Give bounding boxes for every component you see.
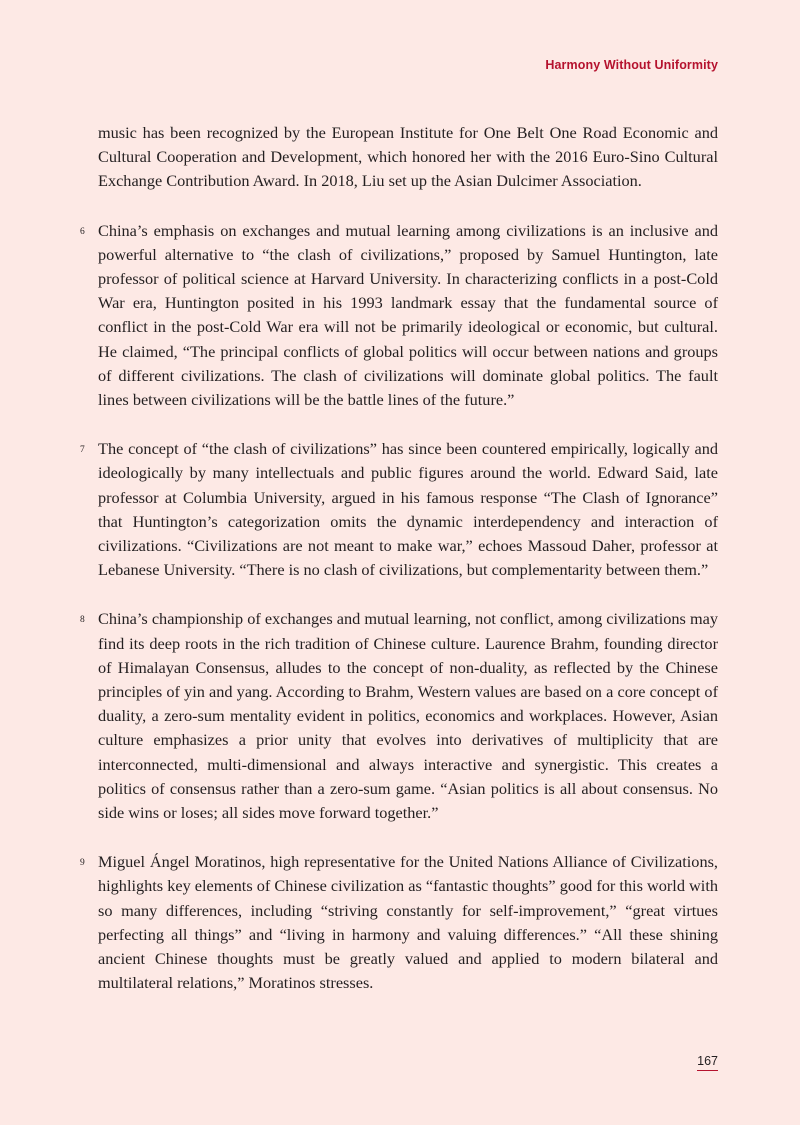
paragraph-number: 7 (80, 445, 85, 456)
body-text (80, 121, 718, 1021)
paragraph-text: music has been recognized by the European Institute for One Belt One Road Economic and Cultural Cooperation and Development, which honored her with the 2016 Euro-Sino Cultural Exchange Contribution Award. In 2018, Liu set up the Asian Dulcimer Association. (98, 123, 718, 191)
paragraph-number: 9 (80, 858, 85, 869)
paragraph-text: China’s emphasis on exchanges and mutual learning among civilizations is an inclusive and powerful alternative to “the clash of civilizations,” proposed by Samuel Huntington, late professor of political science at Harvard University. In characterizing conflicts in a post-Cold War era, Huntington posited in his 1993 landmark essay that the fundamental source of conflict in the post-Cold War era will not be primarily ideological or economic, but cultural. He claimed, “The principal conflicts of global politics will occur between nations and groups of different civilizations. The clash of civilizations will dominate global politics. The fault lines between civilizations will be the battle lines of the future.” (98, 220, 718, 410)
paragraph-6 (80, 219, 718, 413)
page-number: 167 (697, 1054, 718, 1071)
paragraph-9 (80, 850, 718, 995)
paragraph-number: 6 (80, 226, 85, 237)
paragraph-text: The concept of “the clash of civilizations” has since been countered empirically, logically and ideologically by many intellectuals and public figures around the world. Edward Said, late professor at Columbia University, argued in his famous response “The Clash of Ignorance” that Huntington’s categorization omits the dynamic interdependency and interaction of civilizations. “Civilizations are not meant to make war,” echoes Massoud Daher, professor at Lebanese University. “There is no clash of civilizations, but complementarity between them.” (98, 439, 718, 580)
paragraph-7 (80, 437, 718, 582)
paragraph-text: Miguel Ángel Moratinos, high representative for the United Nations Alliance of Civilizations, highlights key elements of Chinese civilization as “fantastic thoughts” good for this world with so many differences, including “striving constantly for self-improvement,” “great virtues perfecting all things” and “living in harmony and valuing differences.” “All these shining ancient Chinese thoughts must be greatly valued and applied to modern bilateral and multilateral relations,” Moratinos stresses. (98, 852, 718, 993)
paragraph-text: China’s championship of exchanges and mutual learning, not conflict, among civilizations may find its deep roots in the rich tradition of Chinese culture. Laurence Brahm, founding director of Himalayan Consensus, alludes to the concept of non-duality, as reflected by the Chinese principles of yin and yang. According to Brahm, Western values are based on a core concept of duality, a zero-sum mentality evident in politics, economics and workplaces. However, Asian culture emphasizes a prior unity that evolves into derivatives of multiplicity that are interconnected, multi-dimensional and always interactive and synergistic. This creates a politics of consensus rather than a zero-sum game. “Asian politics is all about consensus. No side wins or loses; all sides move forward together.” (98, 609, 718, 823)
paragraph-number: 8 (80, 615, 85, 626)
paragraph-continued (98, 121, 718, 194)
running-header: Harmony Without Uniformity (545, 58, 718, 72)
paragraph-8 (80, 607, 718, 825)
